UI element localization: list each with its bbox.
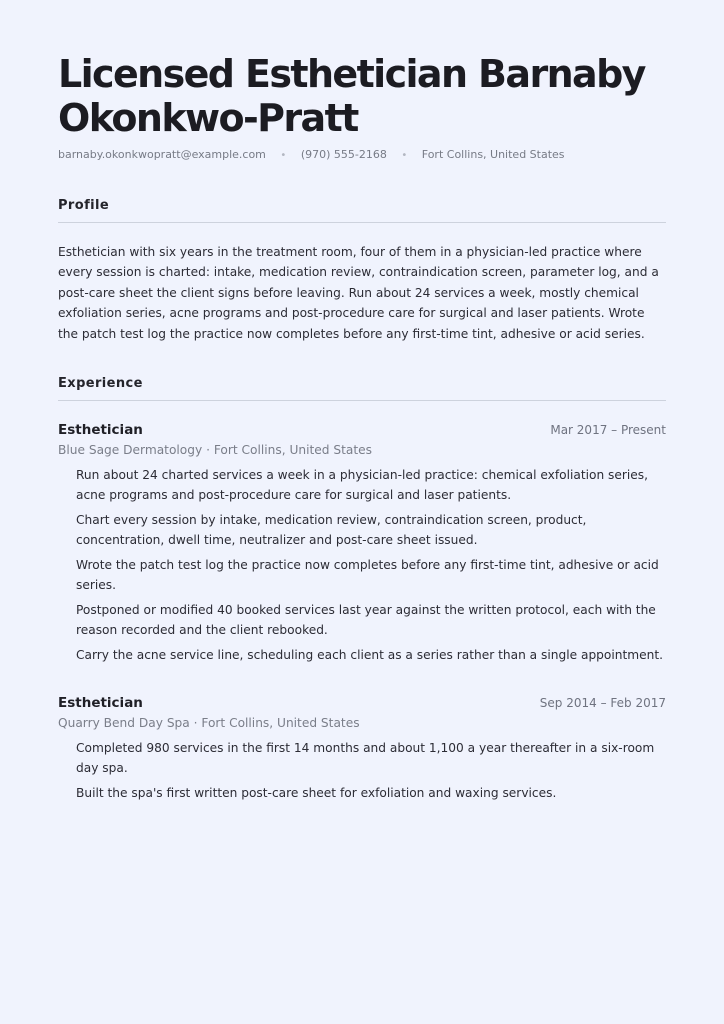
job-dates: Mar 2017 – Present (550, 423, 666, 438)
contact-phone: (970) 555-2168 (300, 148, 387, 161)
contact-line (58, 148, 666, 161)
job-bullet: Built the spa's first written post-care sheet for exfoliation and waxing services. (76, 786, 557, 801)
contact-separator: • (280, 150, 287, 161)
job-entry (58, 695, 666, 803)
job-title: Esthetician (58, 422, 143, 439)
job-organization: Quarry Bend Day Spa · Fort Collins, United States (58, 716, 360, 731)
profile-heading: Profile (58, 198, 666, 223)
candidate-name-line2: Okonkwo-Pratt (58, 96, 358, 140)
experience-heading: Experience (58, 376, 666, 401)
job-bullet: Chart every session by intake, medication review, contraindication screen, product, concentration, dwell time, neutralizer and post-care sheet issued. (76, 513, 587, 548)
job-bullets (58, 738, 666, 803)
candidate-name (58, 52, 666, 140)
job-header (58, 422, 666, 438)
job-title: Esthetician (58, 695, 143, 712)
contact-email: barnaby.okonkwopratt@example.com (58, 148, 266, 161)
contact-separator: • (401, 150, 408, 161)
contact-location: Fort Collins, United States (421, 148, 565, 161)
job-header (58, 695, 666, 711)
job-bullet: Carry the acne service line, scheduling each client as a series rather than a single appointment. (76, 648, 664, 663)
job-bullet: Postponed or modified 40 booked services last year against the written protocol, each with the reason recorded and the client rebooked. (76, 603, 656, 638)
job-bullets (58, 465, 666, 665)
job-entry (58, 422, 666, 665)
job-bullet: Completed 980 services in the first 14 months and about 1,100 a year thereafter in a six-room day spa. (76, 741, 655, 776)
job-bullet: Wrote the patch test log the practice now completes before any first-time tint, adhesive or acid series. (76, 558, 659, 593)
job-bullet: Run about 24 charted services a week in a physician-led practice: chemical exfoliation series, acne programs and post-procedure care for surgical and laser patients. (76, 468, 649, 503)
profile-summary: Esthetician with six years in the treatment room, four of them in a physician-led practice where every session is charted: intake, medication review, contraindication screen, parameter log, and a post-care sheet the client signs before leaving. Run about 24 services a week, mostly chemical exfoliation series, acne programs and post-procedure care for surgical and laser patients. Wrote the patch test log the practice now completes before any first-time tint, adhesive or acid series. (58, 245, 659, 341)
job-organization: Blue Sage Dermatology · Fort Collins, United States (58, 443, 372, 458)
candidate-name-line1: Licensed Esthetician Barnaby (58, 52, 645, 96)
job-dates: Sep 2014 – Feb 2017 (539, 696, 666, 711)
